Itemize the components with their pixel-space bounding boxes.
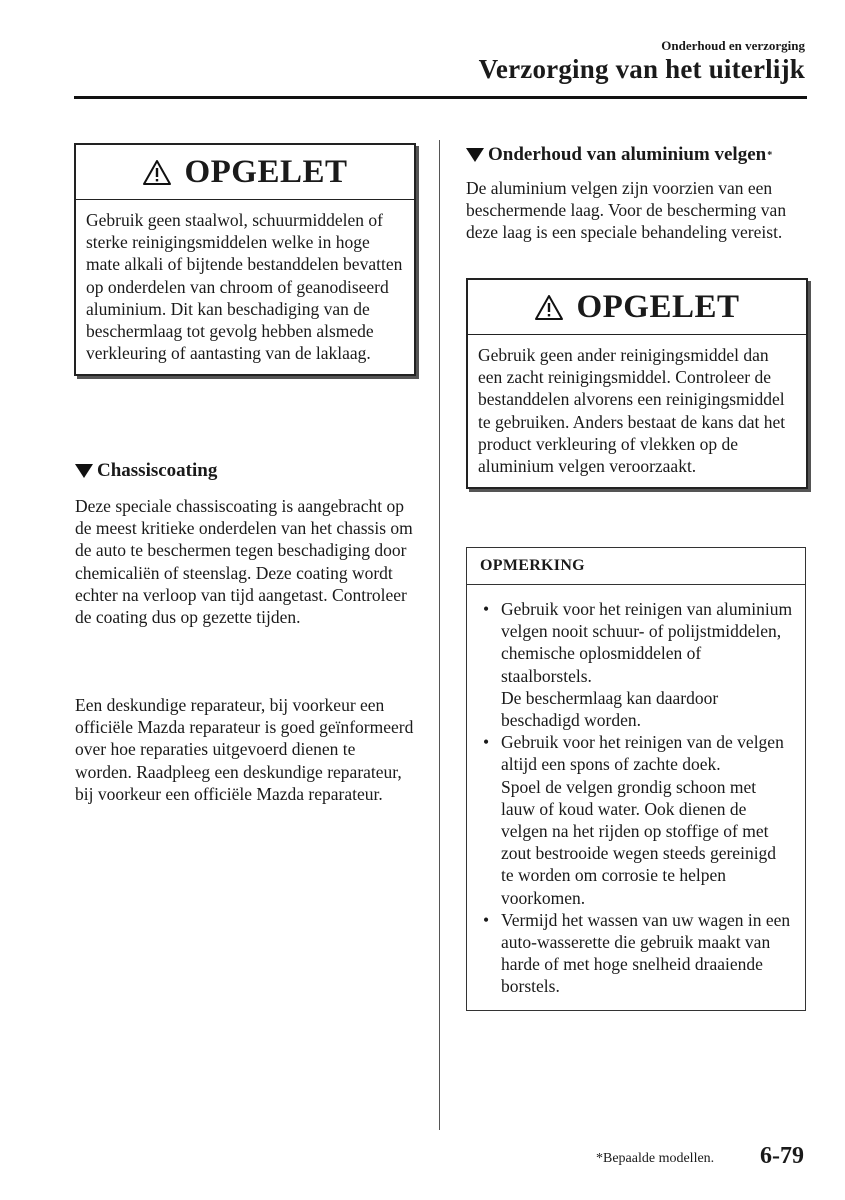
section-heading-chassis-text: Chassiscoating: [97, 460, 218, 481]
page-title: Verzorging van het uiterlijk: [478, 54, 805, 84]
caution-heading-text: OPGELET: [184, 153, 348, 190]
caution-heading-text: OPGELET: [576, 288, 740, 325]
caution-body-left: Gebruik geen staalwol, schuurmiddelen of sterke reinigingsmiddelen welke in hoge mate alkali of bijtende bestanddelen bevatten op onderdelen van chroom of geanodiseerd aluminium. Dit kan beschadiging van de beschermlaag tot gevolg hebben alsmede verkleuring of aantasting van de laklaag.: [86, 210, 403, 364]
note-item-extra: Spoel de velgen grondig schoon met lauw of koud water. Ook dienen de velgen na het rijden op stoffige of met zout bestrooide wegen steeds gereinigd te worden om corrosie te helpen voorkomen.: [501, 776, 777, 908]
note-item: [481, 909, 793, 998]
note-item: [481, 731, 793, 909]
bullet-icon: •: [483, 732, 490, 753]
section-heading-wheels: [466, 144, 772, 166]
bullet-icon: •: [483, 599, 490, 619]
page-number: 6-79: [760, 1143, 804, 1169]
note-item-text: Gebruik voor het reinigen van aluminium velgen nooit schuur- of polijstmiddelen, chemische oplosmiddelen of staalborstels.: [501, 599, 793, 686]
bullet-icon: •: [483, 909, 490, 930]
section-triangle-icon: [466, 148, 484, 162]
note-item-extra: De beschermlaag kan daardoor beschadigd worden.: [501, 687, 719, 731]
warning-icon: [534, 294, 564, 321]
section-triangle-icon: [75, 464, 93, 478]
caution-heading-right: [468, 280, 806, 335]
note-item: [481, 598, 793, 731]
paragraph-chassis-2: Een deskundige reparateur, bij voorkeur een officiële Mazda reparateur is goed geïnformeerd over hoe reparaties uitgevoerd dienen te worden. Raadpleeg een deskundige reparateur, bij voorkeur een officiële Mazda reparateur.: [75, 695, 414, 804]
note-box: [466, 547, 806, 1011]
section-heading-chassis: [75, 460, 217, 482]
caution-heading-left: [76, 145, 414, 200]
caution-body-right: Gebruik geen ander reinigingsmiddel dan een zacht reinigingsmiddel. Controleer de bestanddelen alvorens een reinigingsmiddel te gebruiken. Anders bestaat de kans dat het product verkleuring of vlekken op de aluminium velgen veroorzaakt.: [478, 345, 786, 477]
paragraph-chassis-1: Deze speciale chassiscoating is aangebracht op de meest kritieke onderdelen van het chassis om de auto te beschermen tegen beschadiging door chemicaliën of steenslag. Deze coating wordt echter na verloop van tijd aangetast. Controleer de coating dus op gezette tijden.: [75, 496, 413, 628]
note-heading: OPMERKING: [467, 548, 805, 585]
caution-box-left: [74, 143, 416, 376]
note-list: [467, 585, 805, 1010]
warning-icon: [142, 159, 172, 186]
footnote: *Bepaalde modellen.: [596, 1151, 715, 1166]
caution-box-right: [466, 278, 808, 489]
header-rule: [74, 96, 807, 99]
paragraph-wheels-intro: De aluminium velgen zijn voorzien van een beschermende laag. Voor de bescherming van deze laag is een speciale behandeling vereist.: [466, 178, 787, 243]
section-asterisk: *: [767, 149, 773, 161]
column-divider: [439, 140, 440, 1130]
section-heading-wheels-text: Onderhoud van aluminium velgen: [488, 144, 767, 165]
header-section: Onderhoud en verzorging: [661, 38, 805, 53]
note-item-text: Vermijd het wassen van uw wagen in een auto-wasserette die gebruik maakt van harde of met hoge snelheid draaiende borstels.: [501, 909, 791, 997]
note-item-text: Gebruik voor het reinigen van de velgen altijd een spons of zachte doek.: [501, 732, 784, 775]
